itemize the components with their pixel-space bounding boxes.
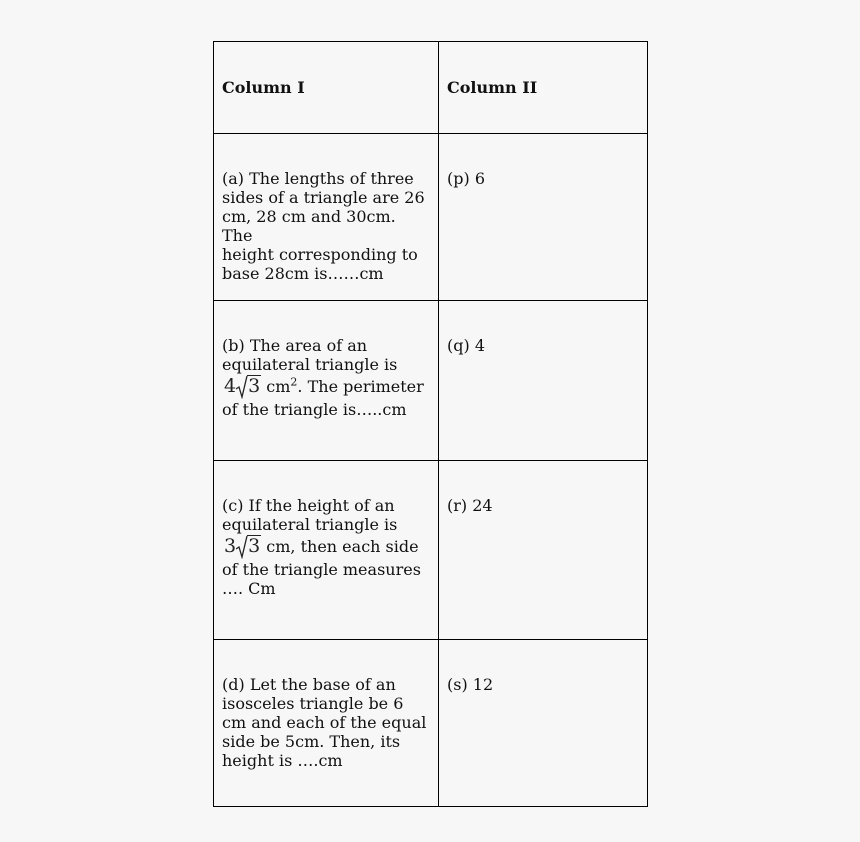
cell-text-line: of the triangle measures [222,560,421,579]
cell-math-line [222,374,430,400]
cell-text-line: equilateral triangle is [222,515,398,534]
cell-text-line: cm, 28 cm and 30cm. The [222,207,396,245]
column-ii-cell [439,461,648,640]
table-row [214,134,648,301]
option-text: (q) 4 [447,336,485,355]
cell-text-fragment: . The perimeter [297,377,424,396]
cell-math-line [222,534,430,560]
option-text: (p) 6 [447,169,485,188]
math-expression [224,535,261,557]
cell-text-line: cm and each of the equal [222,713,427,732]
table-row [214,640,648,807]
cell-text-line: sides of a triangle are 26 [222,188,425,207]
column-i-cell [214,461,439,640]
cell-text-line: (d) Let the base of an [222,675,396,694]
table-row [214,301,648,461]
cell-text-line: of the triangle is…..cm [222,400,407,419]
math-radicand: 3 [248,535,261,557]
column-ii-cell [439,640,648,807]
cell-text-line: (b) The area of an [222,336,368,355]
cell-text-line: (c) If the height of an [222,496,395,515]
column-i-cell [214,134,439,301]
math-radicand: 3 [248,375,261,397]
math-unit: cm [266,377,291,396]
math-exponent: 2 [290,375,298,389]
column-i-cell [214,640,439,807]
cell-text-line: side be 5cm. Then, its [222,732,401,751]
column-ii-cell [439,134,648,301]
column-ii-cell [439,301,648,461]
cell-text-line: (a) The lengths of three [222,169,414,188]
cell-text-line: base 28cm is……cm [222,264,384,283]
math-expression [224,375,261,397]
column-i-header: Column I [214,42,439,134]
math-coefficient: 3 [224,535,237,557]
option-text: (r) 24 [447,496,493,515]
match-the-columns-table [213,41,648,807]
cell-text-line: height corresponding to [222,245,418,264]
column-i-cell [214,301,439,461]
column-ii-header: Column II [439,42,648,134]
cell-text-line: height is ….cm [222,751,343,770]
math-coefficient: 4 [224,375,237,397]
cell-text-line: isosceles triangle be 6 [222,694,404,713]
option-text: (s) 12 [447,675,494,694]
cell-text-line: equilateral triangle is [222,355,398,374]
table-header-row [214,42,648,134]
cell-text-line: …. Cm [222,579,276,598]
square-root-symbol [236,535,261,557]
square-root-symbol [236,375,261,397]
cell-text-fragment: cm, then each side [266,537,419,556]
table-row [214,461,648,640]
